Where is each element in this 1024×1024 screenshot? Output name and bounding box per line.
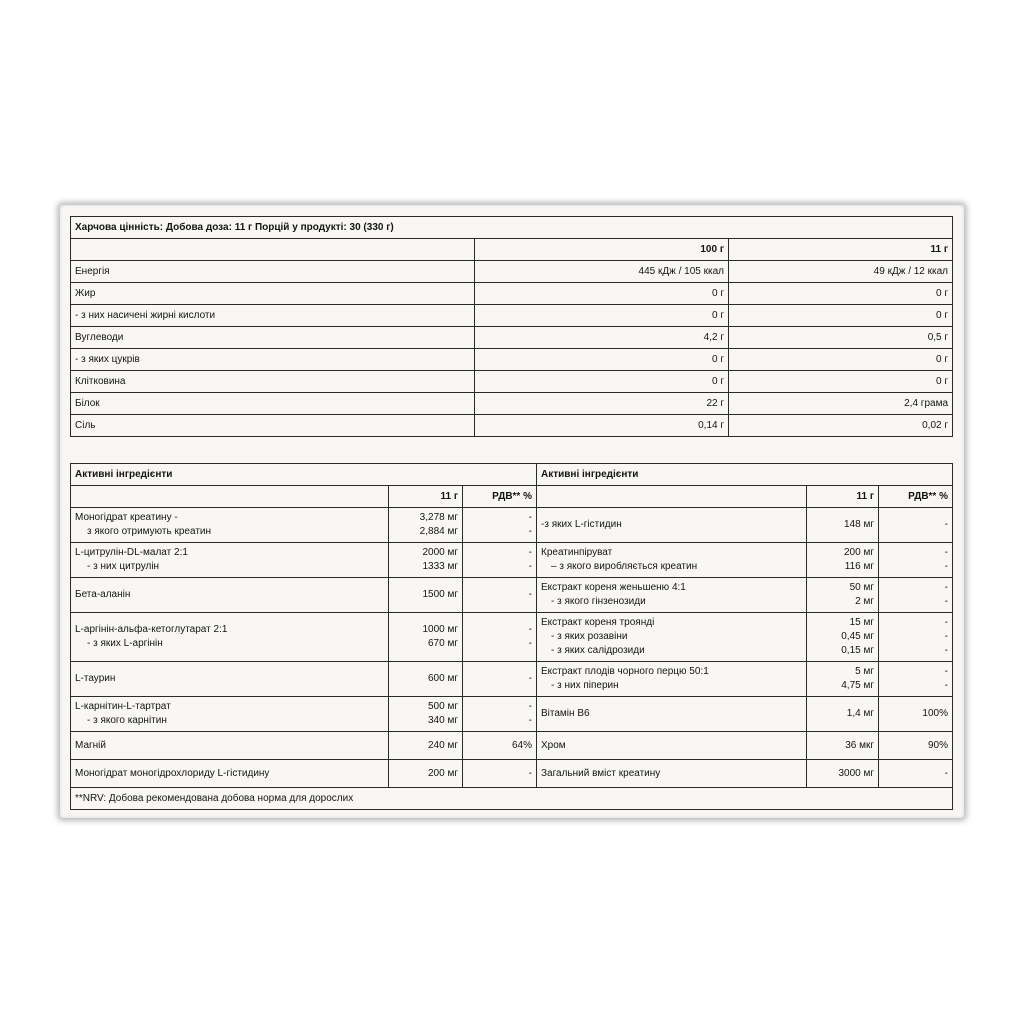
- ingredient-rdv-line: -: [944, 519, 948, 530]
- ingredient-dose-line: 1000 мг: [422, 624, 458, 635]
- ingredient-rdv-line: -: [528, 701, 532, 712]
- ingredient-name-right: [537, 578, 807, 613]
- ingredient-rdv-line: -: [528, 547, 532, 558]
- ingredient-rdv-right: [879, 760, 953, 788]
- nutrient-name: Жир: [71, 283, 475, 305]
- ingredient-rdv-line: -: [944, 666, 948, 677]
- ingredient-dose-line: 4,75 мг: [841, 680, 874, 691]
- ingredient-dose-left: [389, 613, 463, 662]
- ingredient-dose-line: 340 мг: [428, 715, 458, 726]
- column-header-rdv-right: РДВ** %: [879, 486, 953, 508]
- ingredient-rdv-line: -: [944, 631, 948, 642]
- ingredient-dose-left: [389, 732, 463, 760]
- ingredient-name-left: [71, 543, 389, 578]
- table-row: [71, 578, 953, 613]
- ingredient-name-line: - з якого карнітин: [87, 715, 167, 726]
- ingredient-dose-line: 200 мг: [428, 767, 458, 779]
- ingredient-name-line: Загальний вміст креатину: [541, 767, 661, 779]
- ingredient-dose-right: [807, 508, 879, 543]
- ingredient-name-right: [537, 662, 807, 697]
- ingredient-dose-line: 148 мг: [844, 519, 874, 530]
- ingredient-name-line: - з якого гінзенозиди: [551, 596, 646, 607]
- ingredient-dose-line: 200 мг: [844, 547, 874, 558]
- nutrient-value-11g: 0 г: [729, 349, 953, 371]
- nutrient-name: Сіль: [71, 415, 475, 437]
- ingredient-name-line: - з них цитрулін: [87, 561, 160, 572]
- ingredient-dose-right: [807, 613, 879, 662]
- ingredient-name-right: [537, 732, 807, 760]
- ingredient-rdv-right: [879, 543, 953, 578]
- ingredient-rdv-line: -: [528, 767, 532, 779]
- ingredient-name-left: [71, 662, 389, 697]
- ingredient-name-right: [537, 508, 807, 543]
- ingredient-rdv-line: -: [944, 645, 948, 656]
- ingredient-name-line: Екстракт кореня женьшеню 4:1: [541, 582, 686, 593]
- ingredients-header-empty-left: [71, 486, 389, 508]
- nutrient-name: Білок: [71, 393, 475, 415]
- ingredient-name-line: Екстракт кореня трояндi: [541, 617, 655, 628]
- ingredient-dose-line: 15 мг: [849, 617, 874, 628]
- nutrient-name: Енергія: [71, 261, 475, 283]
- ingredient-rdv-line: -: [944, 582, 948, 593]
- table-row: [71, 371, 953, 393]
- ingredient-name-line: - з яких салідрозиди: [551, 645, 645, 656]
- ingredient-dose-line: 2000 мг: [422, 547, 458, 558]
- nutrient-name: Вуглеводи: [71, 327, 475, 349]
- ingredient-name-line: Моногідрат моногідрохлориду L-гістидину: [75, 767, 270, 779]
- ingredient-dose-left: [389, 508, 463, 543]
- column-header-dose-left: 11 г: [389, 486, 463, 508]
- ingredient-name-left: [71, 697, 389, 732]
- ingredient-rdv-line: -: [944, 561, 948, 572]
- ingredient-rdv-line: -: [944, 680, 948, 691]
- nutrition-header-row: [71, 239, 953, 261]
- footnote: **NRV: Добова рекомендована добова норма для дорослих: [71, 788, 953, 810]
- ingredient-rdv-line: -: [528, 526, 532, 537]
- ingredient-rdv-line: -: [528, 638, 532, 649]
- ingredient-dose-line: 3000 мг: [838, 767, 874, 779]
- ingredient-dose-line: 670 мг: [428, 638, 458, 649]
- column-header-11g: 11 г: [729, 239, 953, 261]
- table-row: [71, 327, 953, 349]
- ingredient-name-line: Екстракт плодів чорного перцю 50:1: [541, 666, 709, 677]
- table-row: [71, 613, 953, 662]
- ingredient-rdv-left: [463, 662, 537, 697]
- column-header-rdv-left: РДВ** %: [463, 486, 537, 508]
- ingredient-name-line: L-карнітин-L-тартрат: [75, 701, 171, 712]
- ingredient-rdv-left: [463, 543, 537, 578]
- ingredient-rdv-line: -: [528, 512, 532, 523]
- ingredient-name-left: [71, 508, 389, 543]
- ingredient-name-line: Вітамін В6: [541, 708, 590, 719]
- ingredients-table: [70, 463, 953, 810]
- ingredient-dose-line: 600 мг: [428, 673, 458, 684]
- nutrient-value-11g: 0 г: [729, 283, 953, 305]
- table-row: [71, 543, 953, 578]
- nutrient-name: Клітковина: [71, 371, 475, 393]
- ingredient-dose-right: [807, 543, 879, 578]
- ingredients-right-title: Активні інгредієнти: [537, 464, 953, 486]
- ingredient-dose-line: 240 мг: [428, 739, 458, 751]
- column-header-100g: 100 г: [475, 239, 729, 261]
- ingredient-rdv-left: [463, 697, 537, 732]
- ingredient-rdv-left: [463, 613, 537, 662]
- ingredient-dose-left: [389, 760, 463, 788]
- table-row: [71, 508, 953, 543]
- ingredient-rdv-line: -: [528, 589, 532, 600]
- ingredient-name-right: [537, 613, 807, 662]
- nutrient-value-100g: 0 г: [475, 305, 729, 327]
- ingredient-dose-left: [389, 697, 463, 732]
- ingredient-rdv-line: -: [944, 547, 948, 558]
- ingredient-dose-line: 500 мг: [428, 701, 458, 712]
- nutrient-name: - з них насичені жирні кислоти: [71, 305, 475, 327]
- ingredient-name-right: [537, 543, 807, 578]
- ingredient-rdv-right: [879, 662, 953, 697]
- ingredient-name-left: [71, 732, 389, 760]
- ingredient-name-right: [537, 697, 807, 732]
- ingredient-dose-line: 2 мг: [855, 596, 874, 607]
- nutrient-value-11g: 0 г: [729, 371, 953, 393]
- table-row: [71, 349, 953, 371]
- ingredient-rdv-line: -: [528, 561, 532, 572]
- ingredient-rdv-right: [879, 697, 953, 732]
- ingredient-name-left: [71, 760, 389, 788]
- nutrition-header-empty: [71, 239, 475, 261]
- nutrition-title-row: [71, 217, 953, 239]
- ingredient-dose-line: 0,15 мг: [841, 645, 874, 656]
- ingredient-name-line: - з яких розавіни: [551, 631, 628, 642]
- ingredients-title-row: [71, 464, 953, 486]
- ingredient-name-line: Бета-аланін: [75, 589, 131, 600]
- ingredient-dose-line: 5 мг: [855, 666, 874, 677]
- ingredient-rdv-line: -: [944, 767, 948, 779]
- ingredient-dose-right: [807, 760, 879, 788]
- ingredient-dose-line: 1,4 мг: [846, 708, 874, 719]
- nutrient-value-100g: 0 г: [475, 371, 729, 393]
- ingredient-name-line: -з яких L-гістидин: [541, 519, 622, 530]
- nutrient-value-100g: 0 г: [475, 283, 729, 305]
- table-row: [71, 393, 953, 415]
- ingredient-dose-left: [389, 662, 463, 697]
- nutrition-title: Харчова цінність: Добова доза: 11 г Порцій у продукті: 30 (330 г): [71, 217, 953, 239]
- ingredient-name-line: L-таурин: [75, 673, 116, 684]
- ingredient-rdv-left: [463, 578, 537, 613]
- ingredient-rdv-right: [879, 508, 953, 543]
- ingredient-name-line: з якого отримують креатин: [87, 526, 212, 537]
- ingredient-dose-right: [807, 697, 879, 732]
- ingredient-dose-left: [389, 543, 463, 578]
- nutrient-value-11g: 0,02 г: [729, 415, 953, 437]
- table-row: [71, 697, 953, 732]
- ingredient-dose-right: [807, 578, 879, 613]
- ingredient-rdv-line: -: [944, 617, 948, 628]
- ingredient-dose-line: 3,278 мг: [419, 512, 458, 523]
- ingredient-dose-right: [807, 662, 879, 697]
- ingredient-name-line: L-цитрулін-DL-малат 2:1: [75, 547, 188, 558]
- nutrient-value-100g: 0 г: [475, 349, 729, 371]
- ingredients-header-empty-right: [537, 486, 807, 508]
- ingredient-dose-line: 1333 мг: [422, 561, 458, 572]
- ingredient-rdv-right: [879, 578, 953, 613]
- ingredient-dose-line: 0,45 мг: [841, 631, 874, 642]
- ingredient-name-left: [71, 613, 389, 662]
- nutrient-value-11g: 49 кДж / 12 ккал: [729, 261, 953, 283]
- table-row: [71, 662, 953, 697]
- ingredient-rdv-line: 100%: [922, 708, 948, 719]
- column-header-dose-right: 11 г: [807, 486, 879, 508]
- table-row: [71, 283, 953, 305]
- ingredient-rdv-left: [463, 732, 537, 760]
- nutrient-value-11g: 0,5 г: [729, 327, 953, 349]
- table-row: [71, 305, 953, 327]
- table-row: [71, 732, 953, 760]
- ingredient-rdv-left: [463, 760, 537, 788]
- nutrient-value-11g: 0 г: [729, 305, 953, 327]
- ingredient-name-line: - з яких L-аргінін: [87, 638, 163, 649]
- table-row: [71, 415, 953, 437]
- ingredient-dose-line: 1500 мг: [422, 589, 458, 600]
- ingredient-dose-line: 50 мг: [849, 582, 874, 593]
- table-row: [71, 261, 953, 283]
- ingredient-rdv-line: -: [528, 715, 532, 726]
- nutrition-table: [70, 216, 953, 437]
- ingredient-name-line: Креатинпіруват: [541, 547, 613, 558]
- ingredient-name-right: [537, 760, 807, 788]
- ingredient-name-left: [71, 578, 389, 613]
- ingredients-left-title: Активні інгредієнти: [71, 464, 537, 486]
- ingredients-header-row: [71, 486, 953, 508]
- ingredient-rdv-right: [879, 613, 953, 662]
- nutrient-name: - з яких цукрів: [71, 349, 475, 371]
- nutrient-value-100g: 445 кДж / 105 ккал: [475, 261, 729, 283]
- ingredient-name-line: Моногідрат креатину -: [75, 512, 178, 523]
- ingredient-dose-line: 36 мкг: [845, 739, 874, 751]
- ingredient-rdv-line: 64%: [511, 739, 532, 751]
- nutrient-value-11g: 2,4 грама: [729, 393, 953, 415]
- ingredient-rdv-line: -: [944, 596, 948, 607]
- table-row: [71, 760, 953, 788]
- ingredient-rdv-line: -: [528, 673, 532, 684]
- ingredient-dose-right: [807, 732, 879, 760]
- ingredient-name-line: - з них піперин: [551, 680, 619, 691]
- ingredient-name-line: L-аргінін-альфа-кетоглутарат 2:1: [75, 624, 228, 635]
- footnote-row: [71, 788, 953, 810]
- ingredient-name-line: Хром: [541, 739, 566, 751]
- ingredient-rdv-left: [463, 508, 537, 543]
- ingredient-dose-left: [389, 578, 463, 613]
- ingredient-dose-line: 2,884 мг: [419, 526, 458, 537]
- nutrient-value-100g: 22 г: [475, 393, 729, 415]
- nutrient-value-100g: 0,14 г: [475, 415, 729, 437]
- ingredient-rdv-line: 90%: [927, 739, 948, 751]
- ingredient-dose-line: 116 мг: [844, 561, 874, 572]
- ingredient-rdv-right: [879, 732, 953, 760]
- ingredient-rdv-line: -: [528, 624, 532, 635]
- ingredient-name-line: Магній: [75, 739, 106, 751]
- ingredient-name-line: – з якого виробляється креатин: [551, 561, 698, 572]
- nutrient-value-100g: 4,2 г: [475, 327, 729, 349]
